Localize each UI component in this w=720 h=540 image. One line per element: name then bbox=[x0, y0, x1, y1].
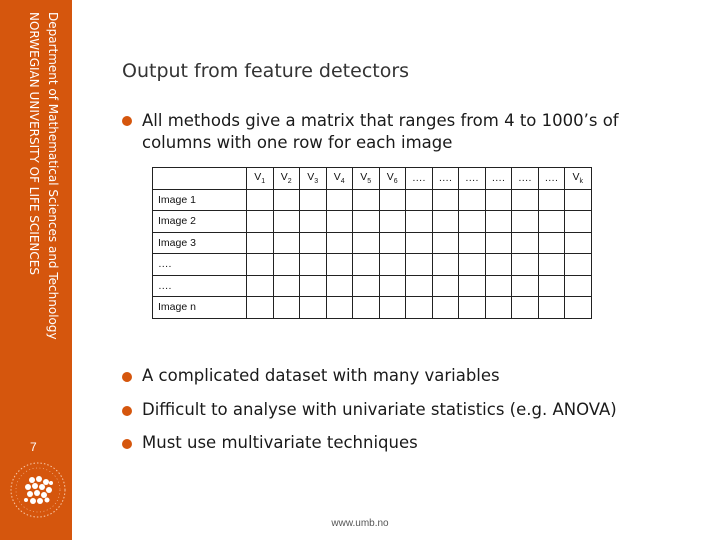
table-cell bbox=[565, 189, 592, 211]
table-cell bbox=[406, 275, 433, 297]
row-label: Image 1 bbox=[153, 189, 247, 211]
table-cell bbox=[432, 297, 459, 319]
column-header bbox=[432, 168, 459, 190]
university-seal-icon bbox=[8, 460, 68, 520]
table-row bbox=[153, 297, 592, 319]
table-cell bbox=[326, 275, 353, 297]
table-cell bbox=[485, 232, 512, 254]
table-cell bbox=[538, 232, 565, 254]
table-cell bbox=[326, 254, 353, 276]
table-cell bbox=[273, 254, 300, 276]
table-cell bbox=[565, 254, 592, 276]
bullet-dot-icon bbox=[122, 372, 132, 382]
table-cell bbox=[353, 189, 380, 211]
bullet-dot-icon bbox=[122, 439, 132, 449]
column-header-label: V bbox=[254, 171, 262, 184]
table-cell bbox=[273, 189, 300, 211]
table-cell bbox=[432, 211, 459, 233]
department-name: Department of Mathematical Sciences and Technology bbox=[46, 12, 60, 340]
column-header bbox=[273, 168, 300, 190]
table-cell bbox=[485, 275, 512, 297]
table-cell bbox=[379, 275, 406, 297]
table-cell bbox=[565, 211, 592, 233]
table-cell bbox=[459, 211, 486, 233]
table-cell bbox=[379, 189, 406, 211]
bullet-dot-icon bbox=[122, 406, 132, 416]
table-cell bbox=[432, 275, 459, 297]
table-cell bbox=[300, 297, 327, 319]
column-header-label: …. bbox=[465, 172, 479, 185]
table-cell bbox=[247, 297, 274, 319]
table-cell bbox=[247, 211, 274, 233]
table-cell bbox=[485, 211, 512, 233]
column-header-subscript: 2 bbox=[287, 178, 292, 186]
table-cell bbox=[300, 275, 327, 297]
column-header-label: …. bbox=[412, 172, 426, 185]
table-cell bbox=[379, 232, 406, 254]
table-cell bbox=[459, 275, 486, 297]
table-cell bbox=[353, 254, 380, 276]
table-cell bbox=[538, 211, 565, 233]
table-cell bbox=[538, 189, 565, 211]
table-cell bbox=[459, 189, 486, 211]
table-cell bbox=[273, 275, 300, 297]
column-header-label: …. bbox=[491, 172, 505, 185]
table-cell bbox=[512, 189, 539, 211]
table-header-row bbox=[153, 168, 592, 190]
table-cell bbox=[247, 189, 274, 211]
bullet-item bbox=[122, 433, 418, 452]
bullet-text: A complicated dataset with many variables bbox=[142, 366, 500, 385]
column-header-subscript: 5 bbox=[367, 178, 372, 186]
column-header bbox=[459, 168, 486, 190]
table-cell bbox=[485, 189, 512, 211]
column-header bbox=[565, 168, 592, 190]
table-row bbox=[153, 211, 592, 233]
column-header bbox=[353, 168, 380, 190]
table-cell bbox=[406, 232, 433, 254]
column-header-label: V bbox=[386, 171, 394, 184]
table-corner-cell bbox=[153, 168, 247, 190]
table-cell bbox=[379, 211, 406, 233]
column-header-label: …. bbox=[544, 172, 558, 185]
column-header-subscript: k bbox=[579, 178, 583, 186]
table-cell bbox=[512, 232, 539, 254]
table-row bbox=[153, 232, 592, 254]
slide-number: 7 bbox=[30, 440, 37, 454]
table-cell bbox=[353, 232, 380, 254]
table-cell bbox=[353, 211, 380, 233]
table-cell bbox=[326, 211, 353, 233]
row-label: Image 2 bbox=[153, 211, 247, 233]
sidebar-institution-text bbox=[24, 12, 62, 340]
table-cell bbox=[273, 297, 300, 319]
table-cell bbox=[273, 211, 300, 233]
column-header-label: V bbox=[280, 171, 288, 184]
table-cell bbox=[565, 232, 592, 254]
column-header bbox=[485, 168, 512, 190]
table-cell bbox=[485, 297, 512, 319]
bullet-text: All methods give a matrix that ranges from 4 to 1000’s of columns with one row for each image bbox=[142, 111, 619, 152]
table-cell bbox=[459, 254, 486, 276]
row-label: Image 3 bbox=[153, 232, 247, 254]
table-cell bbox=[512, 211, 539, 233]
table-cell bbox=[379, 254, 406, 276]
table-row bbox=[153, 275, 592, 297]
column-header-subscript: 3 bbox=[314, 178, 319, 186]
bullet-text: Difficult to analyse with univariate statistics (e.g. ANOVA) bbox=[142, 400, 617, 419]
table-cell bbox=[273, 232, 300, 254]
table-cell bbox=[406, 189, 433, 211]
row-label: …. bbox=[153, 254, 247, 276]
table-cell bbox=[326, 232, 353, 254]
table-row bbox=[153, 254, 592, 276]
slide-title: Output from feature detectors bbox=[122, 60, 410, 82]
table-cell bbox=[406, 211, 433, 233]
column-header-label: …. bbox=[438, 172, 452, 185]
table-cell bbox=[485, 254, 512, 276]
column-header-subscript: 1 bbox=[261, 178, 266, 186]
table-cell bbox=[300, 211, 327, 233]
column-header bbox=[379, 168, 406, 190]
footer-url: www.umb.no bbox=[331, 518, 389, 529]
column-header bbox=[300, 168, 327, 190]
university-name: NORWEGIAN UNIVERSITY OF LIFE SCIENCES bbox=[27, 12, 41, 275]
table-cell bbox=[300, 232, 327, 254]
column-header-label: V bbox=[572, 171, 580, 184]
table-cell bbox=[459, 232, 486, 254]
column-header-label: V bbox=[360, 171, 368, 184]
table-cell bbox=[512, 254, 539, 276]
column-header bbox=[538, 168, 565, 190]
table-cell bbox=[432, 189, 459, 211]
bullet-item bbox=[122, 366, 500, 385]
table-cell bbox=[565, 275, 592, 297]
data-matrix-table bbox=[152, 167, 592, 319]
table-cell bbox=[353, 275, 380, 297]
row-label: Image n bbox=[153, 297, 247, 319]
table-cell bbox=[432, 254, 459, 276]
column-header-label: V bbox=[307, 171, 315, 184]
table-cell bbox=[300, 254, 327, 276]
column-header bbox=[512, 168, 539, 190]
table-cell bbox=[565, 297, 592, 319]
bullet-text: Must use multivariate techniques bbox=[142, 433, 418, 452]
table-row bbox=[153, 189, 592, 211]
column-header-subscript: 4 bbox=[340, 178, 345, 186]
table-cell bbox=[538, 275, 565, 297]
table-cell bbox=[459, 297, 486, 319]
table-cell bbox=[406, 254, 433, 276]
row-label: …. bbox=[153, 275, 247, 297]
sidebar bbox=[0, 0, 72, 540]
table-cell bbox=[432, 232, 459, 254]
table-cell bbox=[247, 275, 274, 297]
table-cell bbox=[326, 297, 353, 319]
table-cell bbox=[247, 254, 274, 276]
bullet-item bbox=[122, 110, 662, 154]
column-header bbox=[247, 168, 274, 190]
table-cell bbox=[353, 297, 380, 319]
table-cell bbox=[379, 297, 406, 319]
bullet-dot-icon bbox=[122, 116, 132, 126]
column-header-subscript: 6 bbox=[393, 178, 398, 186]
table-cell bbox=[247, 232, 274, 254]
table-cell bbox=[538, 297, 565, 319]
table-cell bbox=[512, 297, 539, 319]
column-header-label: …. bbox=[518, 172, 532, 185]
table-cell bbox=[326, 189, 353, 211]
table-cell bbox=[512, 275, 539, 297]
table-cell bbox=[300, 189, 327, 211]
table-cell bbox=[538, 254, 565, 276]
table-cell bbox=[406, 297, 433, 319]
column-header-label: V bbox=[333, 171, 341, 184]
column-header bbox=[406, 168, 433, 190]
column-header bbox=[326, 168, 353, 190]
bullet-item bbox=[122, 400, 617, 419]
